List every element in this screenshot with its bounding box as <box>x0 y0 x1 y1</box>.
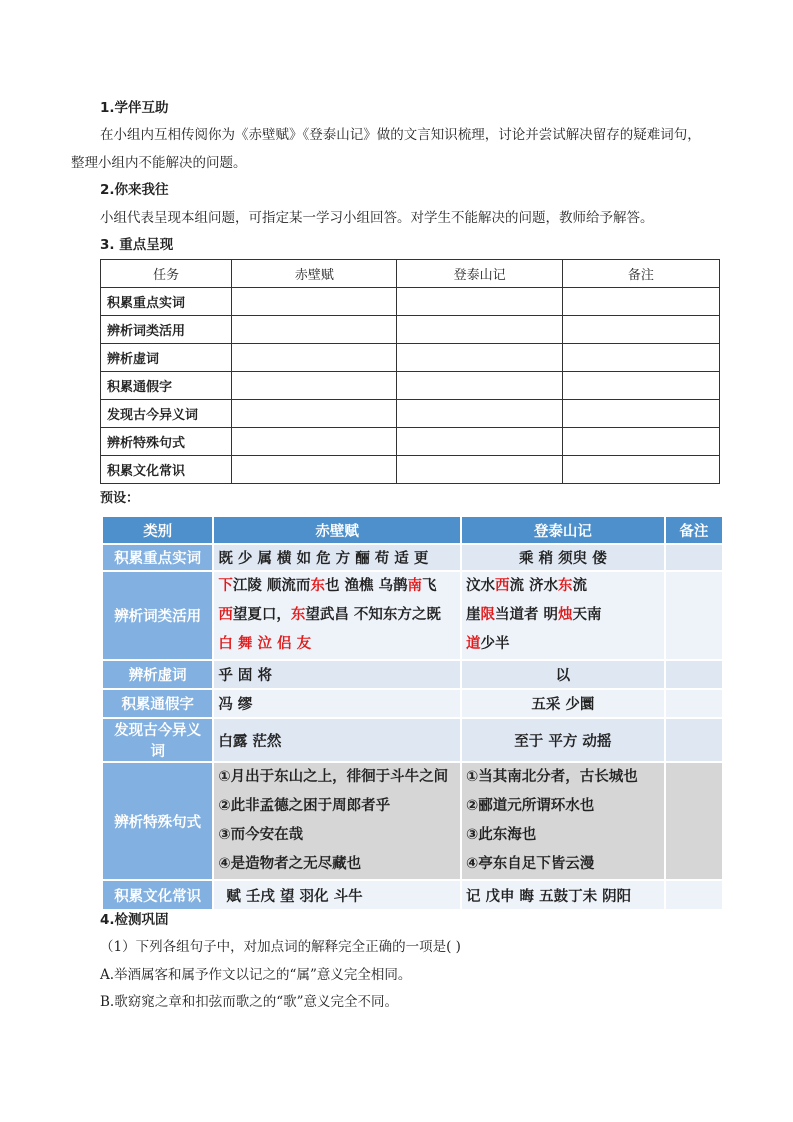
table-row <box>101 372 720 400</box>
row-label: 积累通假字 <box>102 689 213 718</box>
table-row <box>102 718 723 762</box>
cell-taishan: 汶水西流 济水东流 崖限当道者 明烛天南 道少半 <box>461 571 665 660</box>
table-row <box>101 316 720 344</box>
row-label: 辨析特殊句式 <box>102 762 213 880</box>
task-header-3: 备注 <box>562 260 719 288</box>
row-label: 辨析词类活用 <box>102 571 213 660</box>
task-header-0: 任务 <box>101 260 232 288</box>
cell-taishan: 五采 少圜 <box>461 689 665 718</box>
question-1: （1）下列各组句子中，对加点词的解释完全正确的一项是( ) <box>100 939 461 955</box>
task-row-label: 积累通假字 <box>101 372 232 400</box>
table-row <box>102 880 723 910</box>
section1-line2: 整理小组内不能解决的问题。 <box>71 155 247 171</box>
cell-chibi: 赋 壬戌 望 羽化 斗牛 <box>213 880 461 910</box>
task-row-label: 辨析词类活用 <box>101 316 232 344</box>
section1-title: 1.学伴互助 <box>100 100 169 116</box>
section2-title: 2.你来我往 <box>100 182 169 198</box>
cell-chibi: ①月出于东山之上，徘徊于斗牛之间 ②此非孟德之困于周郎者乎 ③而今安在哉 ④是造物者之无尽藏也 <box>213 762 461 880</box>
task-row-label: 积累文化常识 <box>101 456 232 484</box>
section3-title: 3. 重点呈现 <box>100 237 174 253</box>
cell-chibi: 既 少 属 横 如 危 方 酾 苟 适 更 <box>213 544 461 571</box>
cell-chibi: 下江陵 顺流而东也 渔樵 乌鹊南飞 西望夏口，东望武昌 不知东方之既 白 舞 泣 侣 友 <box>213 571 461 660</box>
cell-chibi: 白露 茫然 <box>213 718 461 762</box>
task-row-label: 发现古今异义词 <box>101 400 232 428</box>
row-label: 辨析虚词 <box>102 660 213 689</box>
preset-header-3: 备注 <box>665 516 723 544</box>
task-table <box>100 259 720 484</box>
task-header-1: 赤壁赋 <box>232 260 397 288</box>
section4-title: 4.检测巩固 <box>100 912 169 928</box>
option-b: B.歌窈窕之章和扣弦而歌之的“歌”意义完全不同。 <box>100 994 399 1010</box>
cell-chibi: 乎 固 将 <box>213 660 461 689</box>
row-label: 发现古今异义词 <box>102 718 213 762</box>
cell-taishan: 以 <box>461 660 665 689</box>
row-label: 积累重点实词 <box>102 544 213 571</box>
table-row <box>101 400 720 428</box>
table-row <box>101 428 720 456</box>
cell-taishan: 至于 平方 动摇 <box>461 718 665 762</box>
task-header-2: 登泰山记 <box>397 260 562 288</box>
task-row-label: 辨析特殊句式 <box>101 428 232 456</box>
preset-header-1: 赤壁赋 <box>213 516 461 544</box>
table-row <box>102 571 723 660</box>
row-label: 积累文化常识 <box>102 880 213 910</box>
table-row <box>102 660 723 689</box>
cell-taishan: 记 戊申 晦 五鼓丁未 阴阳 <box>461 880 665 910</box>
table-row <box>102 762 723 880</box>
table-row <box>101 288 720 316</box>
table-row <box>102 689 723 718</box>
table-row <box>102 544 723 571</box>
cell-taishan: ①当其南北分者，古长城也 ②郦道元所谓环水也 ③此东海也 ④亭东自足下皆云漫 <box>461 762 665 880</box>
preset-label: 预设： <box>100 491 140 506</box>
preset-header-2: 登泰山记 <box>461 516 665 544</box>
cell-taishan: 乘 稍 须臾 偻 <box>461 544 665 571</box>
cell-chibi: 冯 缪 <box>213 689 461 718</box>
table-row <box>101 456 720 484</box>
task-row-label: 积累重点实词 <box>101 288 232 316</box>
preset-table <box>101 515 724 911</box>
section1-line1: 在小组内互相传阅你为《赤壁赋》《登泰山记》做的文言知识梳理，讨论并尝试解决留存的疑难词句， <box>100 127 701 143</box>
preset-header-0: 类别 <box>102 516 213 544</box>
option-a: A.举酒属客和属予作文以记之的“属”意义完全相同。 <box>100 967 412 983</box>
table-row <box>101 344 720 372</box>
section2-line1: 小组代表呈现本组问题，可指定某一学习小组回答。对学生不能解决的问题，教师给予解答。 <box>100 210 654 226</box>
task-row-label: 辨析虚词 <box>101 344 232 372</box>
